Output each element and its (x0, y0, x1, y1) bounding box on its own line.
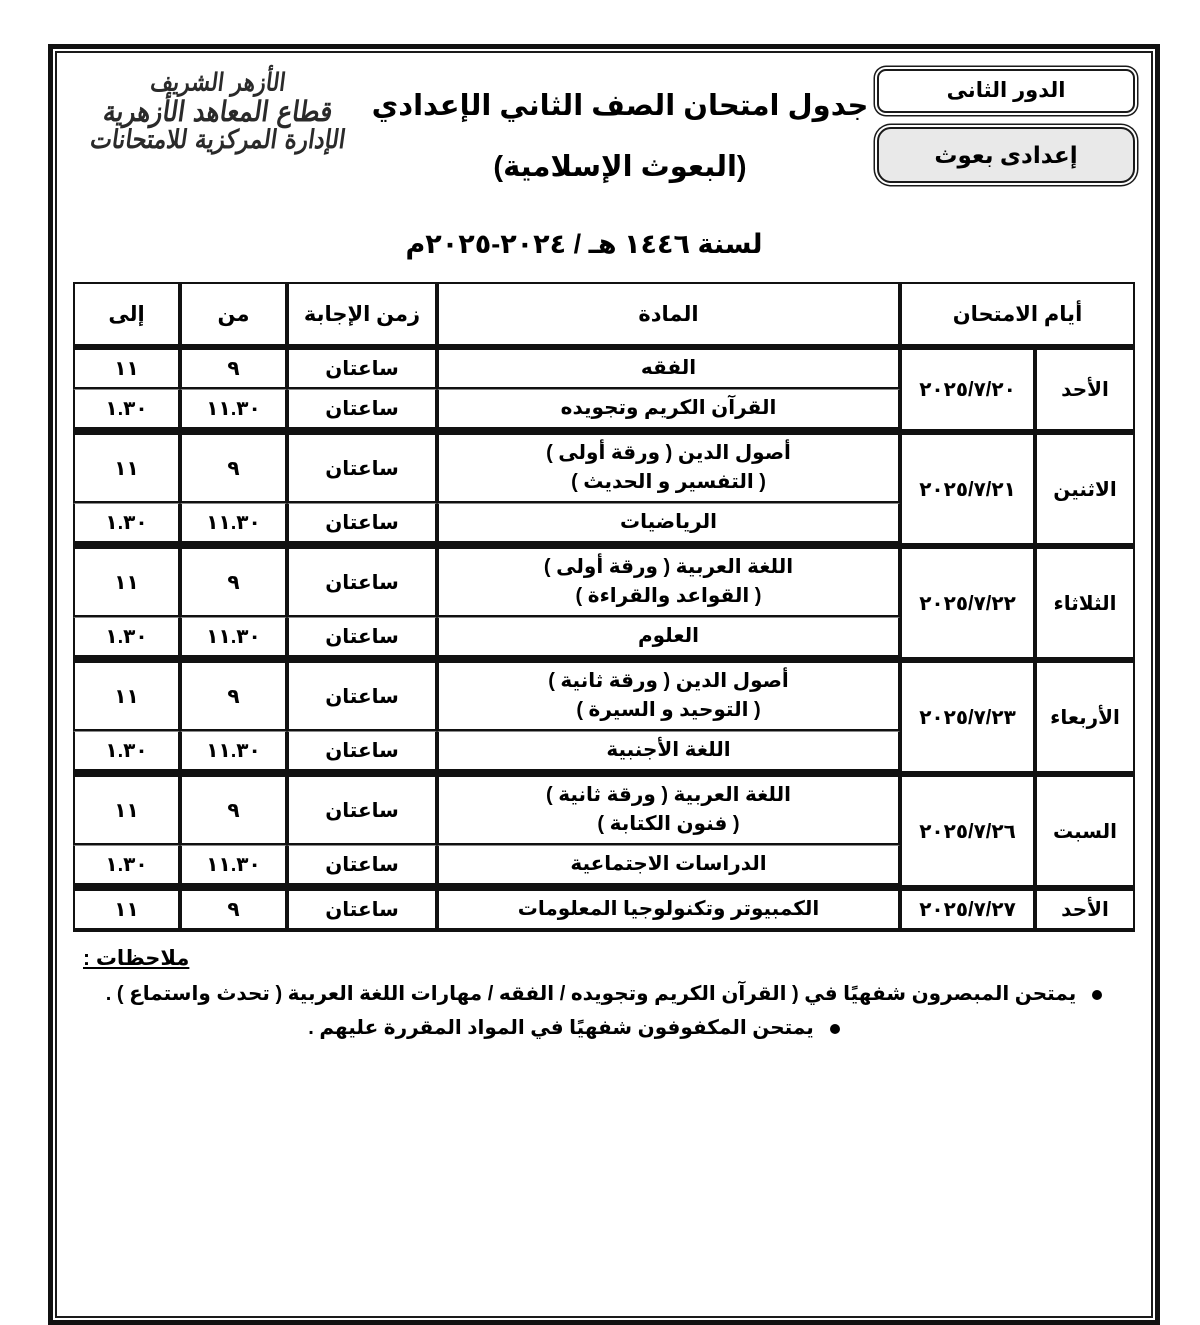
cell-time-from: ٩ (180, 659, 287, 731)
subject-line-1: اللغة العربية ( ورقة ثانية ) (442, 781, 895, 810)
cell-subject (437, 545, 900, 617)
cell-time-to: ١.٣٠ (73, 389, 180, 431)
subject-line-1: اللغة الأجنبية (442, 736, 895, 765)
cell-time-to: ١١ (73, 545, 180, 617)
logo-line-3: الإدارة المركزية للامتحانات (71, 125, 365, 155)
table-header-row (73, 282, 1135, 346)
cell-time-from: ١١.٣٠ (180, 845, 287, 887)
cell-exam-day: السبت (1035, 773, 1135, 887)
header-exam-days: أيام الامتحان (900, 282, 1135, 346)
cell-time-to: ١.٣٠ (73, 503, 180, 545)
header-to: إلى (73, 282, 180, 346)
page-title-block (363, 63, 877, 184)
cell-subject (437, 773, 900, 845)
cell-time-from: ٩ (180, 545, 287, 617)
cell-exam-date: ٢٠٢٥/٧/٢١ (900, 431, 1035, 545)
cell-exam-date: ٢٠٢٥/٧/٢٠ (900, 346, 1035, 431)
subject-line-1: القرآن الكريم وتجويده (442, 394, 895, 423)
cell-subject (437, 887, 900, 932)
cell-exam-day: الأربعاء (1035, 659, 1135, 773)
notes-title: ملاحظات : (79, 946, 1129, 971)
bullet-icon (1092, 990, 1102, 1000)
notes-list (79, 977, 1129, 1045)
table-row (73, 659, 1135, 731)
cell-duration: ساعتان (287, 731, 437, 773)
cell-time-from: ١١.٣٠ (180, 731, 287, 773)
cell-exam-date: ٢٠٢٥/٧/٢٦ (900, 773, 1035, 887)
subject-line-1: أصول الدين ( ورقة أولى ) (442, 439, 895, 468)
cell-duration: ساعتان (287, 545, 437, 617)
cell-subject (437, 845, 900, 887)
cell-duration: ساعتان (287, 773, 437, 845)
note-item (79, 1011, 1129, 1045)
subject-line-2: ( فنون الكتابة ) (442, 810, 895, 839)
cell-duration: ساعتان (287, 845, 437, 887)
exam-schedule-table (73, 282, 1135, 932)
cell-time-to: ١.٣٠ (73, 731, 180, 773)
cell-time-to: ١١ (73, 346, 180, 389)
subject-line-1: اللغة العربية ( ورقة أولى ) (442, 553, 895, 582)
subject-line-2: ( التفسير و الحديث ) (442, 468, 895, 497)
cell-exam-day: الثلاثاء (1035, 545, 1135, 659)
subject-line-1: الدراسات الاجتماعية (442, 850, 895, 879)
cell-time-to: ١١ (73, 773, 180, 845)
header-duration: زمن الإجابة (287, 282, 437, 346)
table-row (73, 887, 1135, 932)
cell-duration: ساعتان (287, 346, 437, 389)
cell-time-to: ١.٣٠ (73, 617, 180, 659)
notes-section (73, 946, 1135, 1045)
cell-time-from: ٩ (180, 346, 287, 389)
cell-time-from: ١١.٣٠ (180, 503, 287, 545)
cell-exam-date: ٢٠٢٥/٧/٢٣ (900, 659, 1035, 773)
header-from: من (180, 282, 287, 346)
azhar-calligraphy-logo (73, 63, 363, 154)
cell-time-to: ١١ (73, 887, 180, 932)
cell-time-to: ١١ (73, 431, 180, 503)
table-row (73, 773, 1135, 845)
cell-time-to: ١.٣٠ (73, 845, 180, 887)
cell-time-from: ٩ (180, 431, 287, 503)
note-text: يمتحن المكفوفون شفهيًا في المواد المقررة عليهم . (308, 1017, 814, 1039)
page-title: جدول امتحان الصف الثاني الإعدادي (363, 85, 877, 127)
logo-line-1: الأزهر الشريف (71, 69, 365, 98)
page-subtitle: (البعوث الإسلامية) (363, 149, 877, 184)
cell-subject (437, 503, 900, 545)
subject-line-2: ( التوحيد و السيرة ) (442, 696, 895, 725)
cell-subject (437, 346, 900, 389)
subject-line-1: أصول الدين ( ورقة ثانية ) (442, 667, 895, 696)
cell-duration: ساعتان (287, 431, 437, 503)
header-badges (877, 63, 1135, 183)
table-row (73, 545, 1135, 617)
cell-subject (437, 617, 900, 659)
cell-time-from: ٩ (180, 773, 287, 845)
stage-badge: إعدادى بعوث (877, 127, 1135, 183)
cell-duration: ساعتان (287, 389, 437, 431)
cell-duration: ساعتان (287, 659, 437, 731)
subject-line-1: الكمبيوتر وتكنولوجيا المعلومات (442, 895, 895, 924)
cell-exam-day: الأحد (1035, 887, 1135, 932)
document-frame (48, 44, 1160, 1325)
note-item (79, 977, 1129, 1011)
cell-subject (437, 659, 900, 731)
academic-year-line: لسنة ١٤٤٦ هـ / ٢٠٢٤-٢٠٢٥م (73, 229, 1135, 260)
table-row (73, 431, 1135, 503)
subject-line-1: الرياضيات (442, 508, 895, 537)
cell-subject (437, 389, 900, 431)
cell-exam-date: ٢٠٢٥/٧/٢٢ (900, 545, 1035, 659)
bullet-icon (830, 1024, 840, 1034)
subject-line-2: ( القواعد والقراءة ) (442, 582, 895, 611)
cell-duration: ساعتان (287, 503, 437, 545)
cell-duration: ساعتان (287, 617, 437, 659)
exam-round-badge: الدور الثانى (877, 69, 1135, 113)
note-text: يمتحن المبصرون شفهيًا في ( القرآن الكريم وتجويده / الفقه / مهارات اللغة العربية ( تحدث واستماع ) . (106, 983, 1077, 1005)
cell-subject (437, 731, 900, 773)
cell-exam-day: الاثنين (1035, 431, 1135, 545)
document-inner (53, 49, 1155, 1320)
cell-time-from: ١١.٣٠ (180, 389, 287, 431)
cell-time-from: ٩ (180, 887, 287, 932)
cell-subject (437, 431, 900, 503)
subject-line-1: العلوم (442, 622, 895, 651)
cell-exam-day: الأحد (1035, 346, 1135, 431)
subject-line-1: الفقه (442, 354, 895, 383)
cell-exam-date: ٢٠٢٥/٧/٢٧ (900, 887, 1035, 932)
document-header (73, 63, 1135, 243)
table-row (73, 346, 1135, 389)
header-subject: المادة (437, 282, 900, 346)
logo-line-2: قطاع المعاهد الأزهرية (71, 95, 366, 128)
cell-duration: ساعتان (287, 887, 437, 932)
cell-time-from: ١١.٣٠ (180, 617, 287, 659)
cell-time-to: ١١ (73, 659, 180, 731)
